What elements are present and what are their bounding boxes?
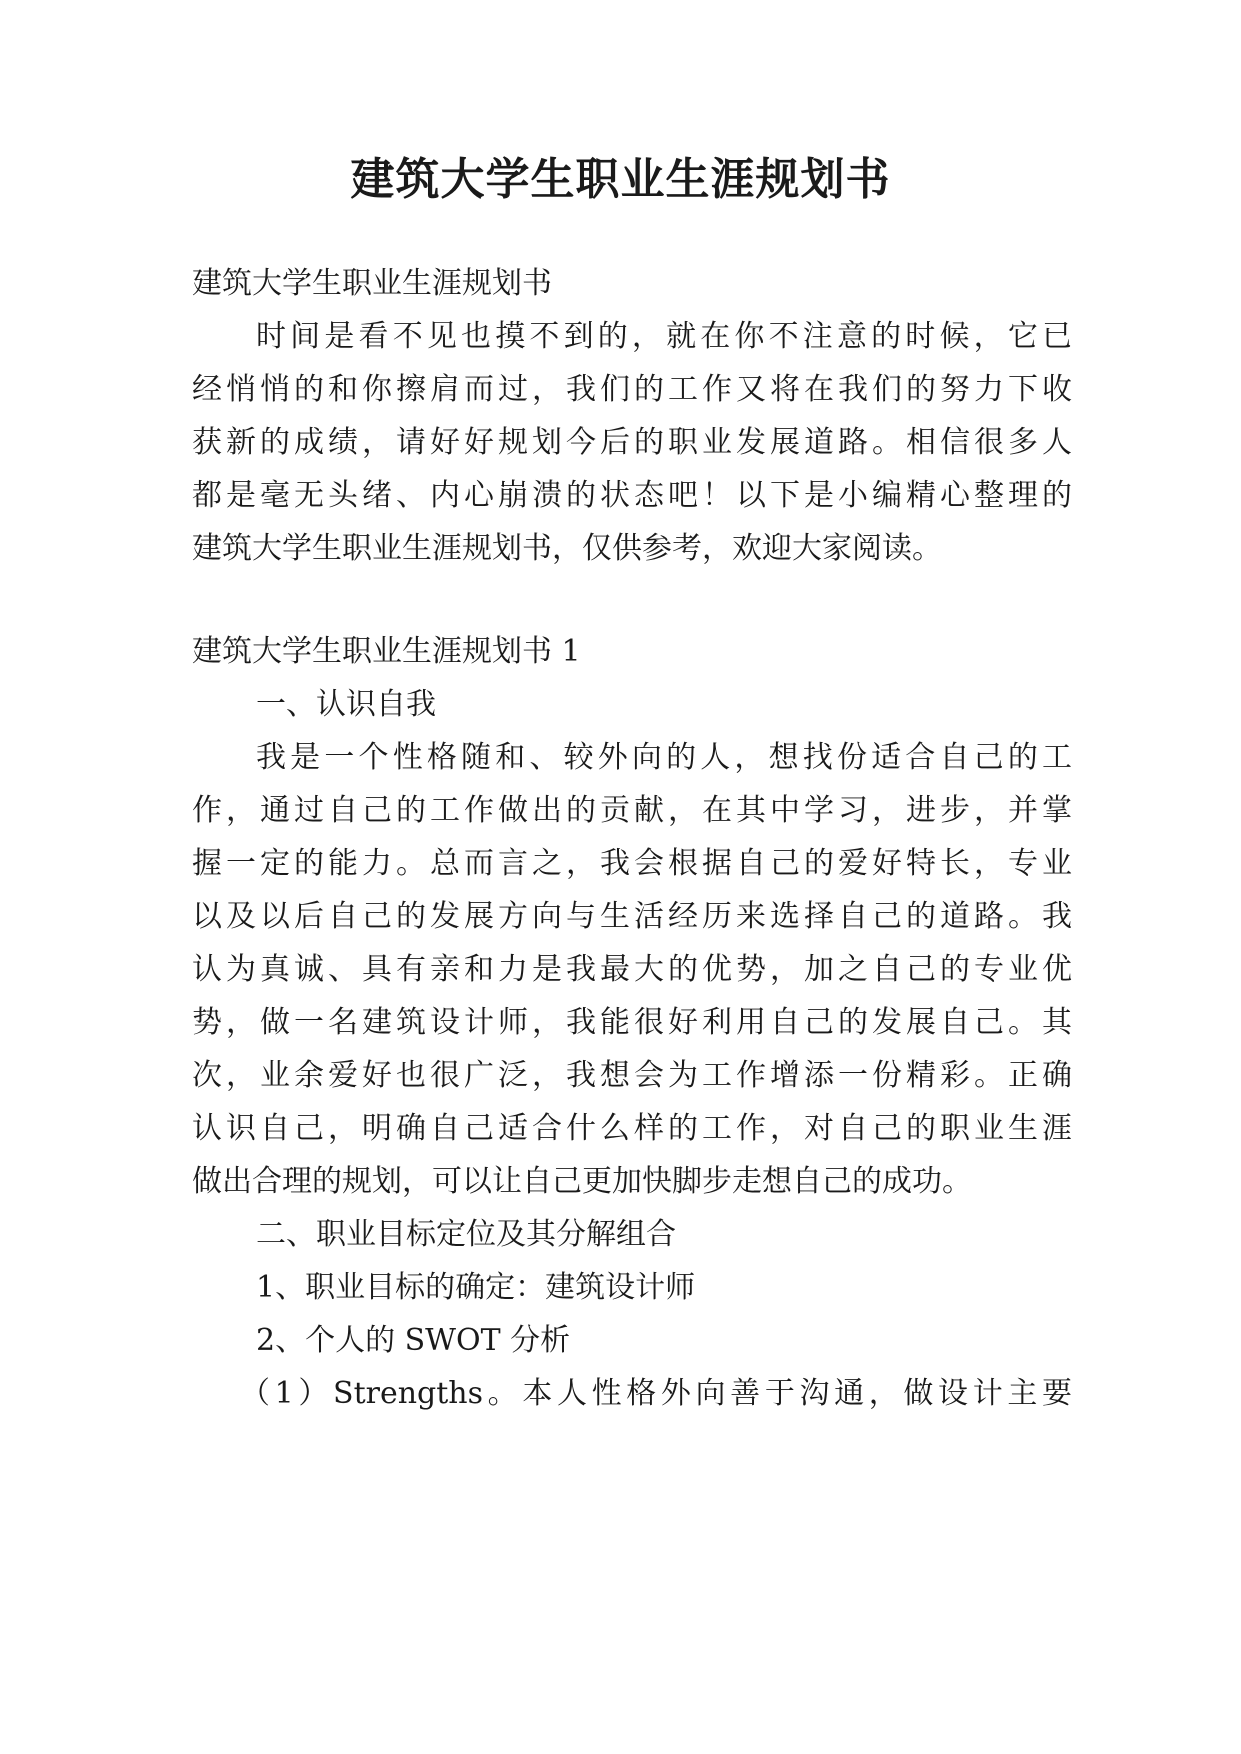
body-line: 我是一个性格随和、较外向的人，想找份适合自己的工 xyxy=(256,740,1072,775)
body-line: 次，业余爱好也很广泛，我想会为工作增添一份精彩。正确 xyxy=(192,1058,1072,1093)
body-line: （1）Strengths。本人性格外向善于沟通，做设计主要 xyxy=(240,1376,1072,1411)
intro-line: 建筑大学生职业生涯规划书，仅供参考，欢迎大家阅读。 xyxy=(192,531,942,566)
body-line: 做出合理的规划，可以让自己更加快脚步走想自己的成功。 xyxy=(192,1164,972,1199)
body-line: 认为真诚、具有亲和力是我最大的优势，加之自己的专业优 xyxy=(192,952,1072,987)
body-line: 认识自己，明确自己适合什么样的工作，对自己的职业生涯 xyxy=(192,1111,1072,1146)
intro-line: 经悄悄的和你擦肩而过，我们的工作又将在我们的努力下收 xyxy=(192,372,1072,407)
intro-line: 时间是看不见也摸不到的，就在你不注意的时候，它已 xyxy=(256,319,1072,354)
list-item: 1、职业目标的确定：建筑设计师 xyxy=(256,1270,696,1305)
subsection-heading: 二、职业目标定位及其分解组合 xyxy=(256,1217,676,1252)
subsection-heading: 一、认识自我 xyxy=(256,687,436,722)
body-line: 势，做一名建筑设计师，我能很好利用自己的发展自己。其 xyxy=(192,1005,1072,1040)
body-line: 握一定的能力。总而言之，我会根据自己的爱好特长，专业 xyxy=(192,846,1072,881)
body-line: 以及以后自己的发展方向与生活经历来选择自己的道路。我 xyxy=(192,899,1072,934)
intro-line: 获新的成绩，请好好规划今后的职业发展道路。相信很多人 xyxy=(192,425,1072,460)
section-heading: 建筑大学生职业生涯规划书 1 xyxy=(192,634,581,669)
body-line: 作，通过自己的工作做出的贡献，在其中学习，进步，并掌 xyxy=(192,793,1072,828)
subtitle-line: 建筑大学生职业生涯规划书 xyxy=(192,266,552,301)
list-item: 2、个人的 SWOT 分析 xyxy=(256,1323,571,1358)
document-title: 建筑大学生职业生涯规划书 xyxy=(350,154,891,205)
intro-line: 都是毫无头绪、内心崩溃的状态吧！以下是小编精心整理的 xyxy=(192,478,1072,513)
